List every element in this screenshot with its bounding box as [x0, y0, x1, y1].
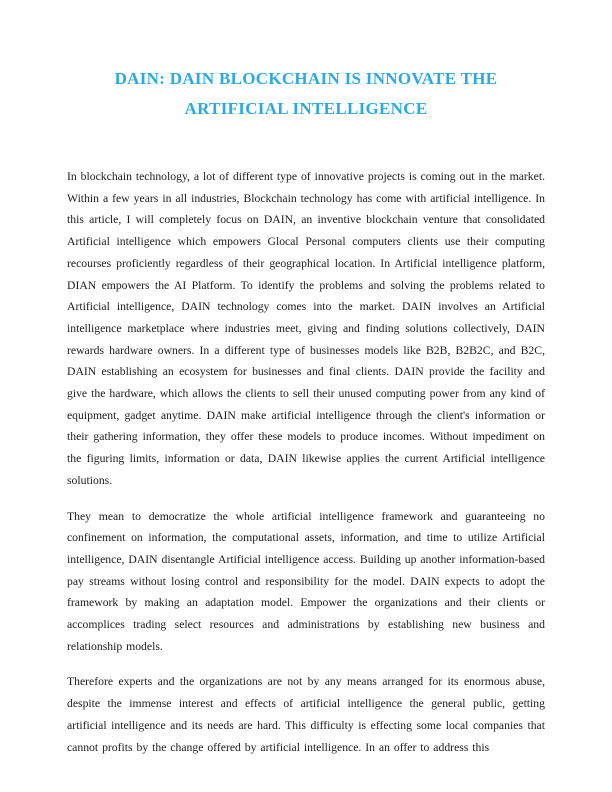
document-title: DAIN: DAIN BLOCKCHAIN IS INNOVATE THE ARTIFICIAL INTELLIGENCE — [114, 69, 498, 118]
paragraph-experts: Therefore experts and the organizations are not by any means arranged for its enormous abuse, despite the immense interest and effects of artificial intelligence the general public, getting artificial intelligence and its needs are hard. This difficulty is effecting some local companies that cannot profits by the change offered by artificial intelligence. In an offer to address this — [67, 675, 545, 754]
paragraph-intro: In blockchain technology, a lot of different type of innovative projects is coming out in the market. Within a few years in all industries, Blockchain technology has come with artificial intelligence. In this article, I will completely focus on DAIN, an inventive blockchain venture that consolidated Artificial intelligence which empowers Glocal Personal computers clients use their computing recourses proficiently regardless of their geographical location. In Artificial intelligence platform, DIAN empowers the AI Platform. To identify the problems and solving the problems related to Artificial intelligence, DAIN technology comes into the market. DAIN involves an Artificial intelligence marketplace where industries meet, giving and finding solutions collectively, DAIN rewards hardware owners. In a different type of businesses models like B2B, B2B2C, and B2C, DAIN establishing an ecosystem for businesses and final clients. DAIN provide the facility and give the hardware, which allows the clients to sell their unused computing power from any kind of equipment, gadget anytime. DAIN make artificial intelligence through the client's information or their gathering information, they offer these models to produce incomes. Without impediment on the figuring limits, information or data, DAIN likewise applies the current Artificial intelligence solutions. — [67, 170, 545, 487]
paragraph-democratize: They mean to democratize the whole artificial intelligence framework and guaranteeing no confinement on information, the computational assets, information, and time to utilize Artificial intelligence, DAIN disentangle Artificial intelligence access. Building up another information-based pay streams without losing control and responsibility for the model. DAIN expects to adopt the framework by making an adaptation model. Empower the organizations and their clients or accomplices trading select resources and administrations by establishing new business and relationship models. — [67, 509, 545, 653]
